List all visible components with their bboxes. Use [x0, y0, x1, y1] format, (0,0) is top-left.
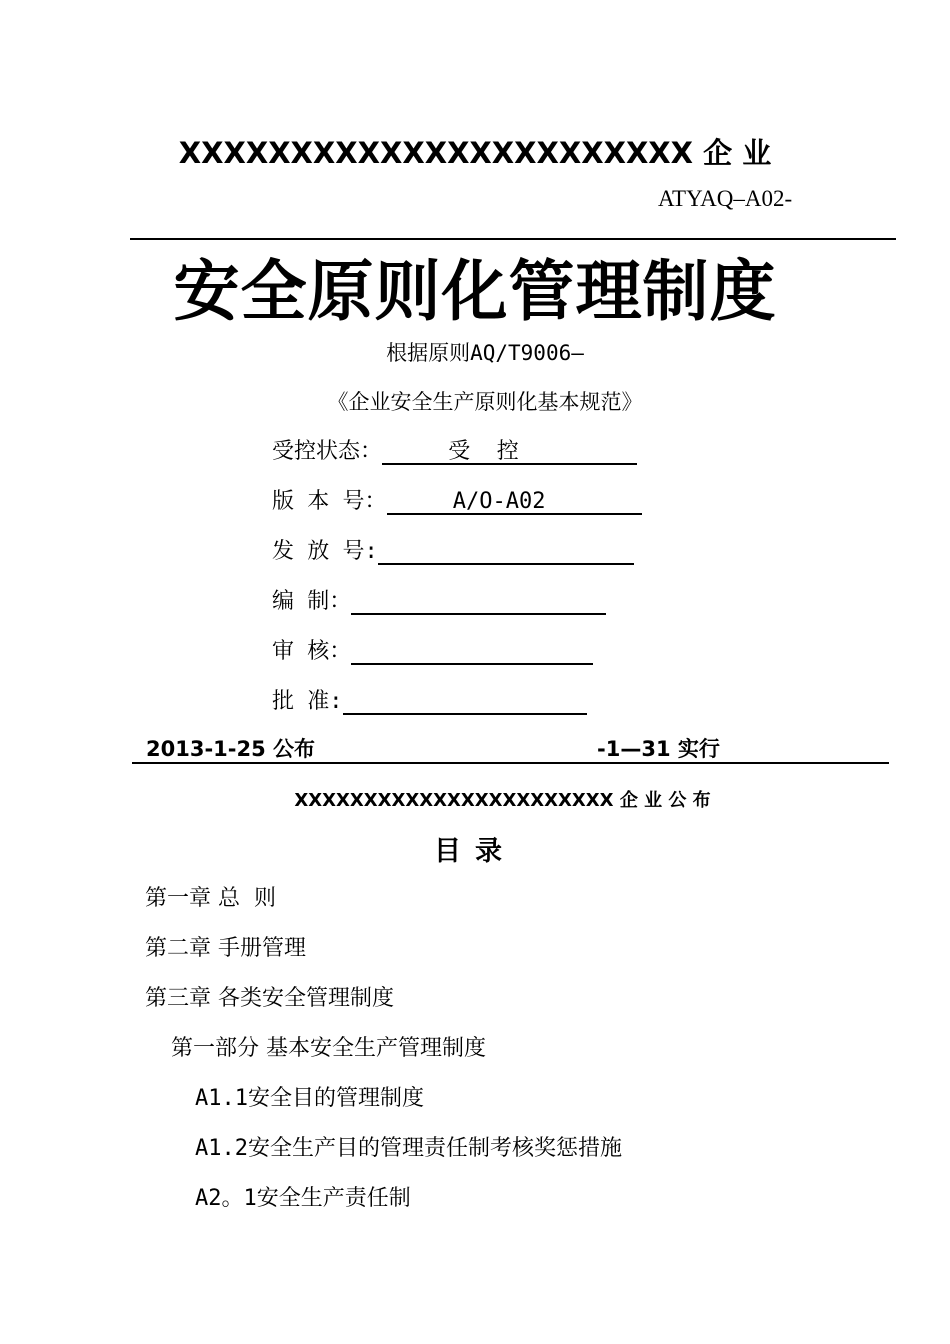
- field-label: 受控状态：: [272, 439, 383, 464]
- field-value: [351, 638, 593, 665]
- field-label: 审 核：: [272, 639, 352, 664]
- field-label: 版 本 号：: [272, 489, 387, 514]
- field-value: [378, 538, 634, 565]
- standard-basis-line-1: 根据原则AQ/T9006—: [386, 341, 584, 365]
- field-approved-by: [272, 684, 587, 715]
- toc-item: 第一部分 基本安全生产管理制度: [171, 1036, 486, 1061]
- toc-item: A1.1安全目的管理制度: [195, 1086, 424, 1111]
- footer-rule: [132, 762, 889, 764]
- toc-item: 第三章 各类安全管理制度: [145, 986, 394, 1011]
- standard-basis-line-2: 《企业安全生产原则化基本规范》: [327, 390, 643, 414]
- effective-date: -1—31 实行: [597, 737, 720, 761]
- field-label: 发 放 号:: [272, 539, 378, 564]
- document-title: 安全原则化管理制度: [173, 253, 777, 330]
- issuer-line: XXXXXXXXXXXXXXXXXXXXXXX 企 业 公 布: [294, 790, 711, 811]
- field-label: 批 准:: [272, 689, 343, 714]
- document-code: ATYAQ–A02-: [658, 186, 793, 211]
- toc-item: 第一章 总 则: [145, 886, 276, 911]
- field-value: [351, 588, 606, 615]
- field-value: A/O-A02: [387, 488, 642, 515]
- publish-date: 2013-1-25 公布: [146, 737, 316, 761]
- field-version: [272, 484, 642, 515]
- field-value: 受 控: [382, 438, 637, 465]
- field-label: 编 制：: [272, 589, 352, 614]
- toc-item: A1.2安全生产目的管理责任制考核奖惩措施: [195, 1136, 622, 1161]
- field-reviewed-by: [272, 634, 593, 665]
- toc-item: 第二章 手册管理: [145, 936, 306, 961]
- company-name: XXXXXXXXXXXXXXXXXXXXXXX 企 业: [178, 136, 772, 170]
- field-prepared-by: [272, 584, 606, 615]
- toc-item: A2。1安全生产责任制: [195, 1186, 411, 1211]
- field-distribution-number: [272, 534, 634, 565]
- field-value: [343, 688, 587, 715]
- toc-title: 目录: [434, 836, 516, 867]
- field-control-status: [272, 434, 637, 465]
